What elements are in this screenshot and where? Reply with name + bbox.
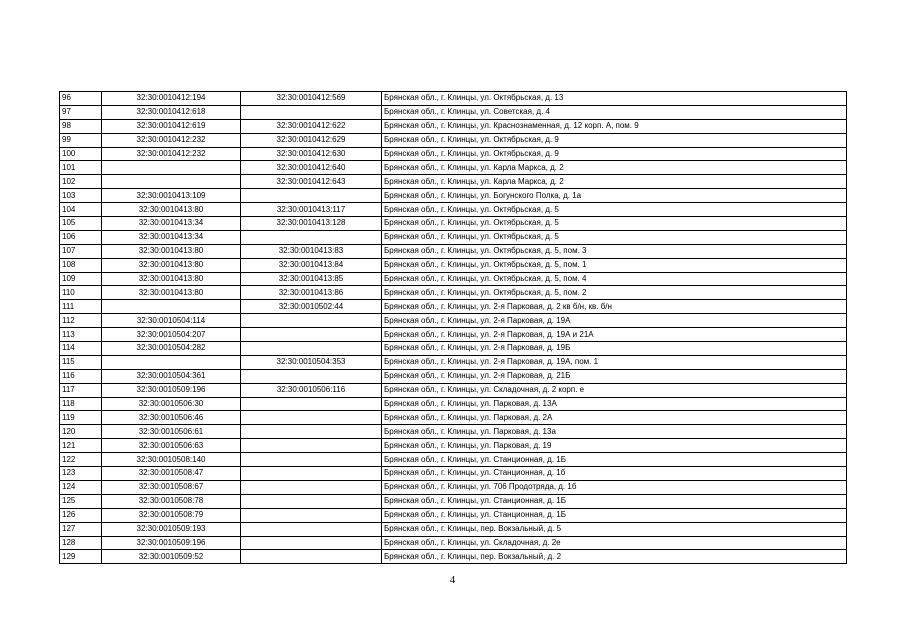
- cadastral-number-1-cell: 32:30:0010412:194: [102, 92, 241, 106]
- address-cell: Брянская обл., г. Клинцы, ул. Краснознаменная, д. 12 корп. А, пом. 9: [382, 119, 847, 133]
- cadastral-number-1-cell: 32:30:0010509:196: [102, 383, 241, 397]
- cadastral-number-1-cell: 32:30:0010504:114: [102, 314, 241, 328]
- row-number-cell: 116: [60, 369, 102, 383]
- address-cell: Брянская обл., г. Клинцы, ул. Карла Маркса, д. 2: [382, 175, 847, 189]
- cadastral-number-2-cell: 32:30:0010412:622: [241, 119, 382, 133]
- address-cell: Брянская обл., г. Клинцы, ул. Октябрьская, д. 5, пом. 2: [382, 286, 847, 300]
- table-row: [60, 105, 847, 119]
- cadastral-number-2-cell: 32:30:0010412:640: [241, 161, 382, 175]
- cadastral-number-2-cell: [241, 550, 382, 564]
- row-number-cell: 121: [60, 439, 102, 453]
- address-cell: Брянская обл., г. Клинцы, пер. Вокзальный, д. 2: [382, 550, 847, 564]
- table-row: [60, 286, 847, 300]
- cadastral-table: [59, 91, 847, 564]
- cadastral-number-1-cell: 32:30:0010413:80: [102, 286, 241, 300]
- cadastral-number-2-cell: [241, 342, 382, 356]
- cadastral-number-2-cell: [241, 314, 382, 328]
- table-row: [60, 453, 847, 467]
- table-row: [60, 92, 847, 106]
- row-number-cell: 100: [60, 147, 102, 161]
- table-row: [60, 244, 847, 258]
- address-cell: Брянская обл., г. Клинцы, ул. Октябрьская, д. 5: [382, 203, 847, 217]
- cadastral-number-2-cell: 32:30:0010412:643: [241, 175, 382, 189]
- row-number-cell: 127: [60, 522, 102, 536]
- cadastral-number-2-cell: [241, 522, 382, 536]
- address-cell: Брянская обл., г. Клинцы, ул. Парковая, д. 19: [382, 439, 847, 453]
- cadastral-number-1-cell: 32:30:0010412:618: [102, 105, 241, 119]
- page-number: 4: [449, 574, 456, 586]
- table-row: [60, 397, 847, 411]
- address-cell: Брянская обл., г. Клинцы, ул. Советская, д. 4: [382, 105, 847, 119]
- row-number-cell: 126: [60, 508, 102, 522]
- cadastral-number-2-cell: 32:30:0010413:85: [241, 272, 382, 286]
- address-cell: Брянская обл., г. Клинцы, ул. Станционная, д. 1б: [382, 467, 847, 481]
- address-cell: Брянская обл., г. Клинцы, ул. 2-я Парковая, д. 19А, пом. 1: [382, 355, 847, 369]
- row-number-cell: 108: [60, 258, 102, 272]
- cadastral-number-2-cell: 32:30:0010412:630: [241, 147, 382, 161]
- cadastral-number-1-cell: 32:30:0010506:61: [102, 425, 241, 439]
- row-number-cell: 115: [60, 355, 102, 369]
- cadastral-number-1-cell: 32:30:0010413:34: [102, 230, 241, 244]
- row-number-cell: 106: [60, 230, 102, 244]
- cadastral-number-1-cell: 32:30:0010509:193: [102, 522, 241, 536]
- cadastral-number-1-cell: 32:30:0010509:196: [102, 536, 241, 550]
- table-row: [60, 147, 847, 161]
- row-number-cell: 114: [60, 342, 102, 356]
- address-cell: Брянская обл., г. Клинцы, ул. Парковая, д. 13а: [382, 425, 847, 439]
- address-cell: Брянская обл., г. Клинцы, ул. Октябрьская, д. 5: [382, 217, 847, 231]
- cadastral-number-2-cell: [241, 453, 382, 467]
- address-cell: Брянская обл., г. Клинцы, ул. 706 Продотряда, д. 1б: [382, 480, 847, 494]
- cadastral-number-2-cell: 32:30:0010504:353: [241, 355, 382, 369]
- address-cell: Брянская обл., г. Клинцы, ул. Октябрьская, д. 13: [382, 92, 847, 106]
- table-row: [60, 550, 847, 564]
- row-number-cell: 112: [60, 314, 102, 328]
- cadastral-number-1-cell: [102, 161, 241, 175]
- cadastral-number-1-cell: 32:30:0010506:46: [102, 411, 241, 425]
- cadastral-number-1-cell: 32:30:0010412:232: [102, 147, 241, 161]
- table-row: [60, 425, 847, 439]
- row-number-cell: 104: [60, 203, 102, 217]
- address-cell: Брянская обл., г. Клинцы, ул. Станционная, д. 1Б: [382, 494, 847, 508]
- cadastral-number-2-cell: [241, 397, 382, 411]
- cadastral-number-2-cell: [241, 494, 382, 508]
- row-number-cell: 96: [60, 92, 102, 106]
- cadastral-number-2-cell: [241, 480, 382, 494]
- table-row: [60, 480, 847, 494]
- cadastral-number-1-cell: 32:30:0010506:30: [102, 397, 241, 411]
- row-number-cell: 97: [60, 105, 102, 119]
- row-number-cell: 98: [60, 119, 102, 133]
- cadastral-number-2-cell: 32:30:0010506:116: [241, 383, 382, 397]
- cadastral-number-2-cell: 32:30:0010412:569: [241, 92, 382, 106]
- cadastral-number-2-cell: 32:30:0010413:86: [241, 286, 382, 300]
- cadastral-number-1-cell: 32:30:0010412:619: [102, 119, 241, 133]
- cadastral-number-1-cell: 32:30:0010413:34: [102, 217, 241, 231]
- table-row: [60, 230, 847, 244]
- cadastral-number-2-cell: [241, 508, 382, 522]
- cadastral-number-1-cell: 32:30:0010506:63: [102, 439, 241, 453]
- row-number-cell: 101: [60, 161, 102, 175]
- address-cell: Брянская обл., г. Клинцы, ул. Станционная, д. 1Б: [382, 453, 847, 467]
- table-row: [60, 494, 847, 508]
- table-row: [60, 508, 847, 522]
- cadastral-number-1-cell: 32:30:0010508:78: [102, 494, 241, 508]
- row-number-cell: 123: [60, 467, 102, 481]
- address-cell: Брянская обл., г. Клинцы, ул. Карла Маркса, д. 2: [382, 161, 847, 175]
- address-cell: Брянская обл., г. Клинцы, ул. 2-я Парковая, д. 19Б: [382, 342, 847, 356]
- cadastral-number-1-cell: 32:30:0010504:282: [102, 342, 241, 356]
- cadastral-number-1-cell: 32:30:0010412:232: [102, 133, 241, 147]
- table-row: [60, 203, 847, 217]
- address-cell: Брянская обл., г. Клинцы, ул. 2-я Парковая, д. 2 кв б/н, кв. б/н: [382, 300, 847, 314]
- row-number-cell: 102: [60, 175, 102, 189]
- table-row: [60, 189, 847, 203]
- cadastral-number-2-cell: [241, 369, 382, 383]
- row-number-cell: 118: [60, 397, 102, 411]
- table-row: [60, 522, 847, 536]
- cadastral-number-1-cell: 32:30:0010508:79: [102, 508, 241, 522]
- address-cell: Брянская обл., г. Клинцы, ул. Богунского Полка, д. 1а: [382, 189, 847, 203]
- table-row: [60, 175, 847, 189]
- cadastral-number-1-cell: 32:30:0010509:52: [102, 550, 241, 564]
- address-cell: Брянская обл., г. Клинцы, ул. Парковая, д. 13А: [382, 397, 847, 411]
- address-cell: Брянская обл., г. Клинцы, ул. Октябрьская, д. 5, пом. 4: [382, 272, 847, 286]
- table-row: [60, 258, 847, 272]
- table-row: [60, 300, 847, 314]
- table-body: [60, 92, 847, 564]
- address-cell: Брянская обл., г. Клинцы, пер. Вокзальный, д. 5: [382, 522, 847, 536]
- cadastral-number-1-cell: 32:30:0010413:80: [102, 203, 241, 217]
- cadastral-number-2-cell: 32:30:0010413:117: [241, 203, 382, 217]
- table-row: [60, 439, 847, 453]
- cadastral-number-2-cell: 32:30:0010413:84: [241, 258, 382, 272]
- table-row: [60, 119, 847, 133]
- cadastral-number-2-cell: [241, 467, 382, 481]
- cadastral-number-2-cell: [241, 439, 382, 453]
- table-row: [60, 383, 847, 397]
- table-row: [60, 467, 847, 481]
- row-number-cell: 122: [60, 453, 102, 467]
- row-number-cell: 107: [60, 244, 102, 258]
- cadastral-number-1-cell: 32:30:0010504:207: [102, 328, 241, 342]
- table-row: [60, 161, 847, 175]
- address-cell: Брянская обл., г. Клинцы, ул. 2-я Парковая, д. 19А и 21А: [382, 328, 847, 342]
- table-row: [60, 133, 847, 147]
- row-number-cell: 120: [60, 425, 102, 439]
- row-number-cell: 109: [60, 272, 102, 286]
- cadastral-number-1-cell: 32:30:0010504:361: [102, 369, 241, 383]
- address-cell: Брянская обл., г. Клинцы, ул. 2-я Парковая, д. 19А: [382, 314, 847, 328]
- table-row: [60, 342, 847, 356]
- cadastral-number-1-cell: 32:30:0010413:80: [102, 272, 241, 286]
- table-row: [60, 355, 847, 369]
- address-cell: Брянская обл., г. Клинцы, ул. Октябрьская, д. 5, пом. 3: [382, 244, 847, 258]
- cadastral-number-2-cell: 32:30:0010413:83: [241, 244, 382, 258]
- row-number-cell: 110: [60, 286, 102, 300]
- cadastral-number-2-cell: 32:30:0010413:128: [241, 217, 382, 231]
- row-number-cell: 103: [60, 189, 102, 203]
- cadastral-number-1-cell: 32:30:0010413:80: [102, 258, 241, 272]
- row-number-cell: 113: [60, 328, 102, 342]
- table-row: [60, 536, 847, 550]
- cadastral-number-1-cell: 32:30:0010508:67: [102, 480, 241, 494]
- cadastral-number-1-cell: 32:30:0010413:80: [102, 244, 241, 258]
- address-cell: Брянская обл., г. Клинцы, ул. Октябрьская, д. 9: [382, 133, 847, 147]
- cadastral-number-2-cell: 32:30:0010502:44: [241, 300, 382, 314]
- address-cell: Брянская обл., г. Клинцы, ул. Октябрьская, д. 9: [382, 147, 847, 161]
- cadastral-number-1-cell: [102, 355, 241, 369]
- address-cell: Брянская обл., г. Клинцы, ул. Складочная, д. 2е: [382, 536, 847, 550]
- table-row: [60, 314, 847, 328]
- cadastral-number-2-cell: [241, 189, 382, 203]
- row-number-cell: 125: [60, 494, 102, 508]
- address-cell: Брянская обл., г. Клинцы, ул. Складочная, д. 2 корп. е: [382, 383, 847, 397]
- cadastral-number-1-cell: 32:30:0010508:47: [102, 467, 241, 481]
- address-cell: Брянская обл., г. Клинцы, ул. Октябрьская, д. 5: [382, 230, 847, 244]
- cadastral-number-1-cell: 32:30:0010413:109: [102, 189, 241, 203]
- cadastral-number-2-cell: [241, 425, 382, 439]
- cadastral-number-2-cell: [241, 230, 382, 244]
- cadastral-number-2-cell: [241, 411, 382, 425]
- cadastral-number-2-cell: [241, 328, 382, 342]
- address-cell: Брянская обл., г. Клинцы, ул. Парковая, д. 2А: [382, 411, 847, 425]
- cadastral-number-1-cell: [102, 300, 241, 314]
- row-number-cell: 117: [60, 383, 102, 397]
- cadastral-number-2-cell: [241, 536, 382, 550]
- cadastral-number-2-cell: 32:30:0010412:629: [241, 133, 382, 147]
- row-number-cell: 124: [60, 480, 102, 494]
- table-row: [60, 411, 847, 425]
- cadastral-number-2-cell: [241, 105, 382, 119]
- address-cell: Брянская обл., г. Клинцы, ул. Октябрьская, д. 5, пом. 1: [382, 258, 847, 272]
- table-row: [60, 217, 847, 231]
- cadastral-number-1-cell: 32:30:0010508:140: [102, 453, 241, 467]
- address-cell: Брянская обл., г. Клинцы, ул. 2-я Парковая, д. 21Б: [382, 369, 847, 383]
- cadastral-number-1-cell: [102, 175, 241, 189]
- table-row: [60, 369, 847, 383]
- table-row: [60, 272, 847, 286]
- row-number-cell: 111: [60, 300, 102, 314]
- row-number-cell: 129: [60, 550, 102, 564]
- row-number-cell: 105: [60, 217, 102, 231]
- address-cell: Брянская обл., г. Клинцы, ул. Станционная, д. 1Б: [382, 508, 847, 522]
- row-number-cell: 99: [60, 133, 102, 147]
- table-row: [60, 328, 847, 342]
- row-number-cell: 128: [60, 536, 102, 550]
- row-number-cell: 119: [60, 411, 102, 425]
